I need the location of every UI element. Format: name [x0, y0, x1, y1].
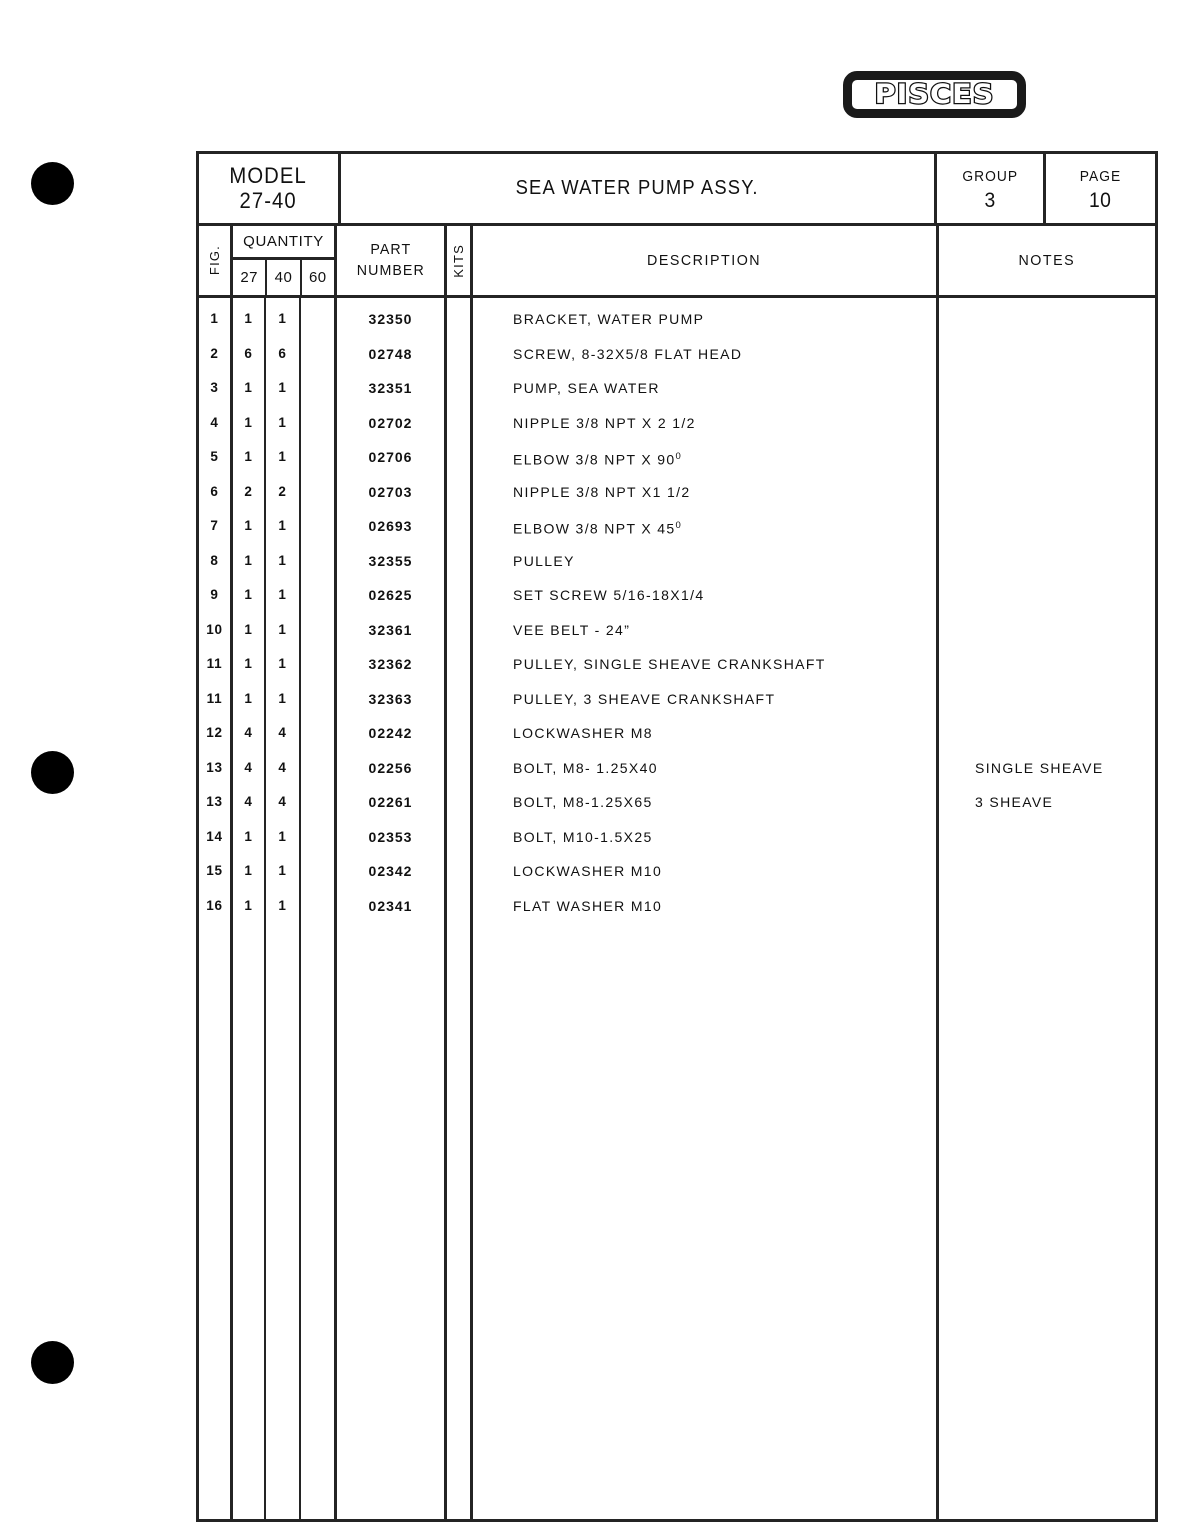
assembly-title-cell [341, 154, 937, 223]
cell-fig: 14 [206, 828, 223, 844]
cell-part-number: 02261 [368, 794, 413, 810]
logo-plate [843, 71, 1026, 118]
cell-fig: 11 [206, 656, 223, 671]
body-column-notes [939, 298, 1155, 1519]
cell-qty-40: 1 [278, 621, 287, 637]
cell-qty-40: 1 [278, 449, 287, 464]
body-column-kits [447, 298, 473, 1519]
punch-hole-middle [31, 751, 74, 794]
cell-description: FLAT WASHER M10 [513, 897, 663, 914]
fig-header-label: FIG. [207, 245, 222, 276]
cell-part-number: 32361 [368, 621, 413, 638]
table-header-band [199, 154, 1155, 226]
cell-description: PULLEY, 3 SHEAVE CRANKSHAFT [513, 690, 776, 707]
cell-description: NIPPLE 3/8 NPT X1 1/2 [513, 483, 691, 500]
cell-notes: SINGLE SHEAVE [975, 759, 1104, 776]
cell-qty-40: 1 [278, 587, 287, 602]
page-value: 10 [1089, 189, 1112, 212]
cell-part-number: 02353 [368, 828, 413, 845]
body-column-fig [199, 298, 233, 1519]
cell-fig: 16 [206, 897, 223, 913]
cell-fig: 15 [206, 863, 223, 878]
cell-qty-27: 1 [244, 518, 253, 533]
cell-description: BOLT, M8- 1.25X40 [513, 759, 658, 776]
notes-header-label: NOTES [1018, 252, 1076, 269]
body-column-desc [473, 298, 939, 1519]
cell-qty-27: 1 [244, 656, 253, 671]
part-header-line2: NUMBER [356, 261, 425, 279]
cell-description: ELBOW 3/8 NPT X $45^0$ [513, 520, 683, 537]
cell-fig: 13 [206, 794, 223, 809]
cell-qty-40: 1 [278, 380, 287, 395]
column-header-band [199, 226, 1155, 298]
cell-description: LOCKWASHER M10 [513, 863, 663, 879]
cell-part-number: 32350 [368, 311, 413, 327]
cell-part-number: 02693 [368, 518, 413, 534]
quantity-header-label: QUANTITY [233, 226, 334, 260]
parts-table [196, 151, 1158, 1522]
cell-qty-40: 1 [278, 690, 287, 706]
column-header-quantity [233, 226, 337, 295]
model-label: MODEL [229, 162, 308, 188]
cell-qty-27: 1 [244, 380, 253, 395]
column-header-description [473, 226, 939, 295]
group-value: 3 [984, 189, 996, 212]
cell-qty-40: 1 [278, 311, 287, 326]
cell-qty-40: 1 [278, 828, 287, 844]
column-header-fig [199, 226, 233, 295]
degree-symbol: 0 [675, 451, 683, 462]
column-header-qty-40: 40 [267, 260, 301, 295]
pisces-logo [843, 71, 1026, 118]
cell-qty-40: 2 [278, 483, 287, 499]
model-cell [199, 154, 341, 223]
cell-part-number: 02341 [368, 897, 413, 914]
cell-description: SCREW, 8-32X5/8 FLAT HEAD [513, 345, 743, 362]
degree-symbol: 0 [675, 520, 683, 531]
cell-qty-27: 1 [244, 621, 253, 637]
cell-qty-27: 1 [244, 897, 253, 913]
cell-qty-27: 2 [244, 483, 253, 499]
column-header-notes [939, 226, 1155, 295]
cell-description: NIPPLE 3/8 NPT X 2 1/2 [513, 414, 696, 431]
cell-fig: 7 [210, 518, 219, 533]
cell-fig: 8 [210, 552, 219, 568]
description-header-label: DESCRIPTION [647, 252, 762, 269]
cell-description: VEE BELT - 24” [513, 621, 631, 638]
cell-part-number: 32363 [368, 690, 413, 707]
cell-qty-40: 4 [278, 759, 287, 775]
cell-qty-27: 1 [244, 863, 253, 878]
cell-part-number: 32351 [368, 380, 413, 396]
cell-fig: 9 [210, 587, 219, 602]
cell-fig: 12 [206, 725, 223, 740]
column-header-qty-27: 27 [233, 260, 267, 295]
cell-fig: 4 [210, 414, 219, 430]
group-cell [937, 154, 1046, 223]
cell-description: PUMP, SEA WATER [513, 380, 660, 396]
cell-part-number: 02625 [368, 587, 413, 603]
cell-qty-40: 1 [278, 897, 287, 913]
cell-description: BOLT, M8-1.25X65 [513, 794, 653, 810]
cell-qty-40: 1 [278, 518, 287, 533]
cell-description: LOCKWASHER M8 [513, 725, 653, 741]
cell-qty-40: 6 [278, 345, 287, 361]
cell-part-number: 02703 [368, 483, 413, 500]
cell-qty-40: 1 [278, 863, 287, 878]
cell-fig: 6 [210, 483, 219, 499]
cell-qty-27: 1 [244, 449, 253, 464]
punch-hole-top [31, 162, 74, 205]
cell-notes: 3 SHEAVE [975, 794, 1054, 810]
cell-fig: 5 [210, 449, 219, 464]
cell-qty-27: 1 [244, 690, 253, 706]
cell-qty-40: 4 [278, 725, 287, 740]
cell-description: SET SCREW 5/16-18X1/4 [513, 587, 705, 603]
cell-fig: 10 [206, 621, 223, 637]
cell-fig: 13 [206, 759, 223, 775]
cell-qty-27: 6 [244, 345, 253, 361]
cell-description: BOLT, M10-1.5X25 [513, 828, 653, 845]
cell-qty-27: 1 [244, 311, 253, 326]
body-column-qty-60 [301, 298, 337, 1519]
cell-description: PULLEY, SINGLE SHEAVE CRANKSHAFT [513, 656, 826, 672]
logo-text: PISCES [874, 79, 995, 110]
body-column-part [337, 298, 447, 1519]
cell-description: ELBOW 3/8 NPT X $90^0$ [513, 451, 683, 468]
cell-qty-40: 1 [278, 656, 287, 671]
cell-part-number: 32355 [368, 552, 413, 569]
assembly-title: SEA WATER PUMP ASSY. [515, 177, 760, 199]
cell-qty-27: 1 [244, 587, 253, 602]
model-value: 27-40 [239, 187, 298, 213]
cell-fig: 2 [210, 345, 219, 361]
cell-qty-27: 1 [244, 552, 253, 568]
cell-qty-40: 4 [278, 794, 287, 809]
quantity-subheaders [233, 260, 334, 295]
cell-qty-27: 4 [244, 759, 253, 775]
page-label: PAGE [1079, 168, 1122, 185]
cell-part-number: 02748 [368, 345, 413, 362]
column-header-kits [447, 226, 473, 295]
cell-part-number: 02242 [368, 725, 413, 741]
cell-qty-40: 1 [278, 414, 287, 430]
cell-qty-27: 4 [244, 725, 253, 740]
cell-part-number: 02706 [368, 449, 413, 465]
cell-qty-27: 1 [244, 828, 253, 844]
cell-part-number: 02342 [368, 863, 413, 879]
cell-part-number: 02702 [368, 414, 413, 431]
table-body [199, 298, 1155, 1519]
punch-hole-bottom [31, 1341, 74, 1384]
cell-fig: 11 [206, 690, 223, 706]
cell-part-number: 02256 [368, 759, 413, 776]
part-header-line1: PART [370, 241, 411, 259]
cell-qty-27: 1 [244, 414, 253, 430]
body-column-qty-27 [233, 298, 266, 1519]
cell-qty-40: 1 [278, 552, 287, 568]
body-column-qty-40 [266, 298, 301, 1519]
cell-part-number: 32362 [368, 656, 413, 672]
cell-fig: 3 [210, 380, 219, 395]
cell-qty-27: 4 [244, 794, 253, 809]
cell-fig: 1 [210, 311, 219, 326]
column-header-part-number [337, 226, 447, 295]
cell-description: PULLEY [513, 552, 575, 569]
group-label: GROUP [962, 168, 1018, 185]
page-cell [1046, 154, 1155, 223]
column-header-qty-60: 60 [308, 269, 327, 286]
kits-header-label: KITS [451, 243, 466, 278]
cell-description: BRACKET, WATER PUMP [513, 311, 705, 327]
